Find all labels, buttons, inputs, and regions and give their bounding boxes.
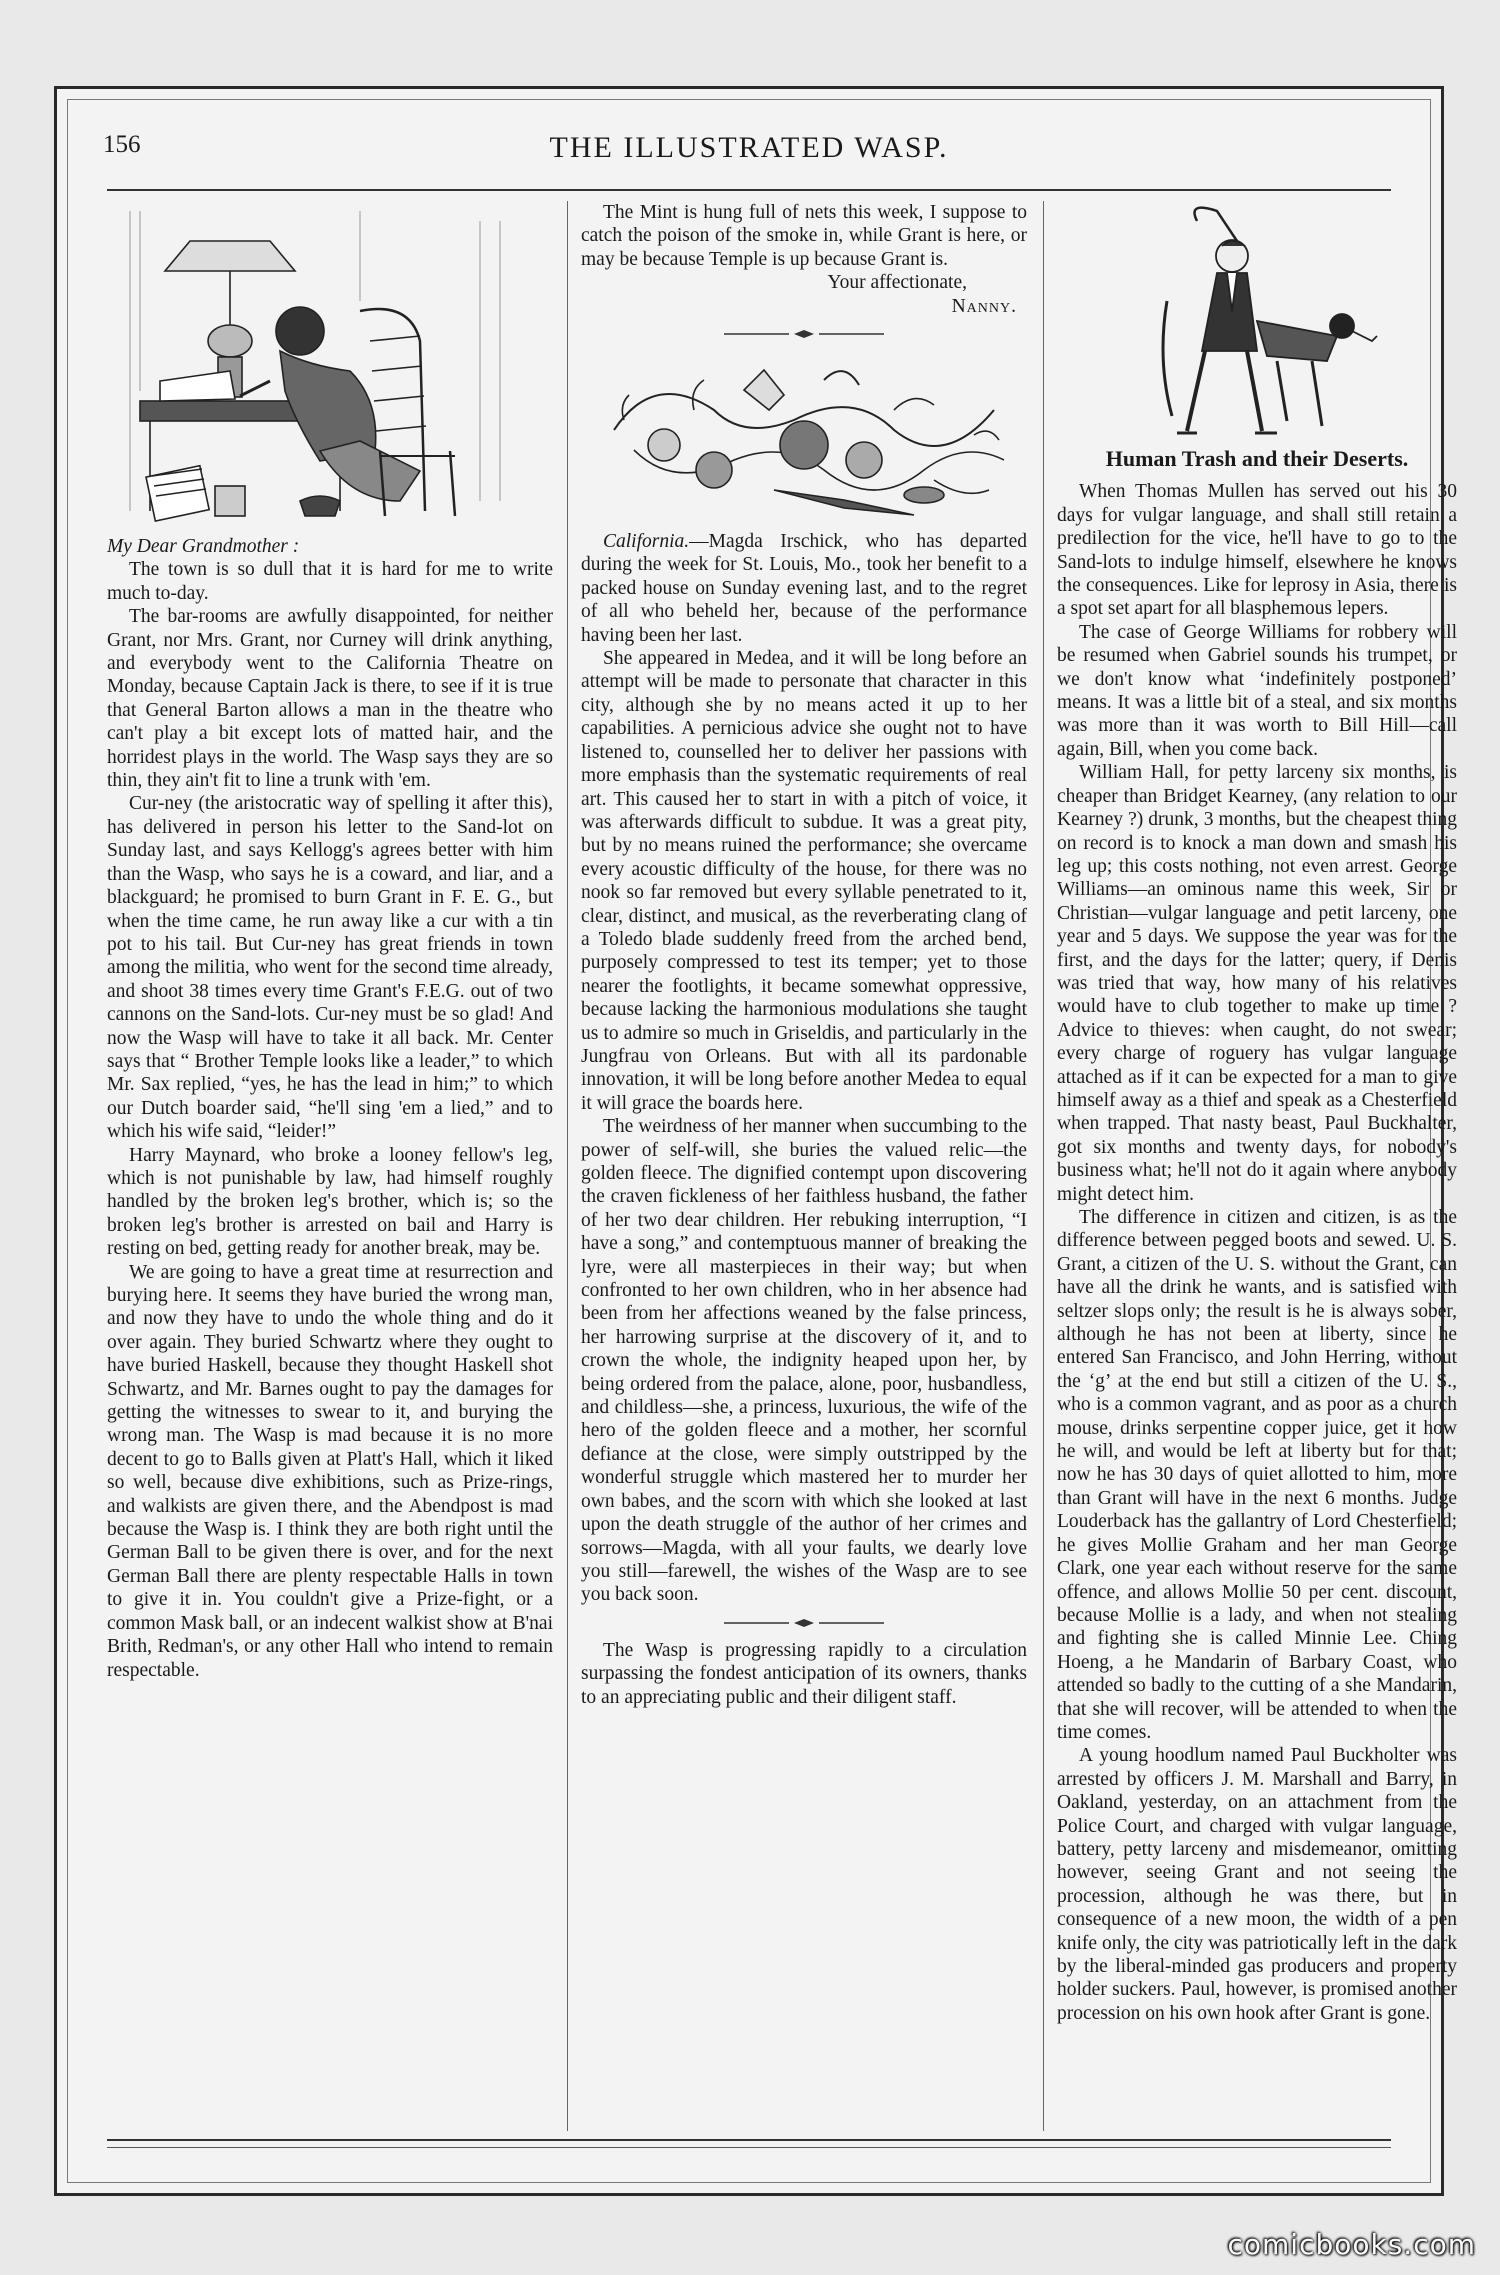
- letter-paragraph: We are going to have a great time at resurrection and burying here. It seems they have buried the wrong man, and now they have to undo the whole thing and do it over again. They buried Schwartz where they ought to have buried Haskell, because they thought Haskell shot Schwartz, and Mr. Barnes ought to pay the damages for getting the witnesses to swear to it, and burying the wrong man. The Wasp is mad because it is no more decent to go to Balls given at Platt's Hall, which it liked so well, because dive exhibitions, such as Prize-rings, and walkists are given there, and the Abendpost is mad because the Wasp is. I think they are both right until the German Ball to be given there is over, and for the next German Ball there are plenty respectable Halls in town to give it in. You couldn't give a Prize-fight, or a common Mask ball, or an indecent walkist show at B'nai Brith, Redman's, or any other Hall who intend to remain respectable.: [107, 1261, 553, 1681]
- letter-paragraph: Cur-ney (the aristocratic way of spelling it after this), has delivered in person his letter to the Sand-lot on Sunday last, and says Kellogg's agrees better with him than the Wasp, who says he is a coward, and liar, and a blackguard; he promised to burn Grant in F. E. G., but when the time came, he run away like a cur with a tin pot to his tail. But Cur-ney has great friends in town among the militia, who went for the second time already, and shoot 38 times every time Grant's F.E.G. out of two cannons on the Sand-lots. Cur-ney must be so glad! And now the Wasp will have to take it all back. Mr. Center says that “ Brother Temple looks like a leader,” to which Mr. Sax replied, “yes, he has the lead in him;” to which our Dutch boarder said, “he'll sing 'em a lied,” and to which his wife said, “leider!”: [107, 793, 553, 1143]
- column-right: [1057, 201, 1457, 2121]
- california-paragraph: She appeared in Medea, and it will be long before an attempt will be made to personate that character in this city, although she by no means acted it up to her capabilities. A pernicious advice she ought not to have listened to, counselled her to deliver her passions with more emphasis than the systematic requirements of real art. This caused her to start in with a pitch of voice, it was afterwards difficult to subdue. It was a great pity, but by no means ruined the performance; she overcame every acoustic difficulty of the house, for there was no nook so far removed but every syllable penetrated to it, clear, distinct, and musical, as the reverberating clang of a Toledo blade suddenly freed from the arched bend, purposely compressed to test its temper; yet to those nearer the footlights, it became somewhat oppressive, because lacking the harmonious modulations she taught us to admire so much in Griseldis, and particularly in the Jungfrau von Orleans. But with all its pardonable innovation, it will be long before another Medea to equal it will grace the boards here.: [581, 648, 1027, 1114]
- letter-salutation: My Dear Grandmother :: [107, 536, 300, 557]
- section-divider: [724, 328, 884, 340]
- watermark: comicbooks.com: [1227, 2228, 1476, 2261]
- header-rule: [107, 189, 1391, 191]
- california-paragraph: California.—Magda Irschick, who has departed during the week for St. Louis, Mo., took her benefit to a packed house on Sunday evening last, and to the regret of all who beheld her, because of the performance having been her last.: [581, 531, 1027, 646]
- human-trash-paragraph: William Hall, for petty larceny six months, is cheaper than Bridget Kearney, (any relation to our Kearney ?) drunk, 3 months, but the cheapest thing on record is to knock a man down and smash his leg up; this costs nothing, not even arrest. George Williams—an ominous name this week, Sir or Christian—vulgar language and petit larceny, one year and 5 days. We suppose the year was for the first, and the days for the latter; query, if Denis was tried that way, how many of his relatives would have to club together to make up time ? Advice to thieves: when caught, do not swear; every charge of roguery has vulgar language attached as if it can be expected for a man to give himself away as a thief and speak as a Chesterfield when trapped. That nasty beast, Paul Buckhalter, got six months and twenty days, for nobody's business what; he'll not do it again where anybody might detect him.: [1057, 762, 1457, 1205]
- california-lead: California.: [603, 531, 690, 553]
- column-left: [107, 201, 553, 2121]
- letter-paragraph: The town is so dull that it is hard for me to write much to-day.: [107, 559, 553, 604]
- floral-ornament-illustration: [594, 350, 1014, 530]
- california-paragraph: The weirdness of her manner when succumbing to the power of self-will, she buries the valued relic—the golden fleece. The dignified contempt upon discovering the craven fickleness of her faithless husband, the father of her two dear children. Her rebuking interruption, “I have a song,” and contemptuous manner of breaking the lyre, were all masterpieces in their way; but when confronted to her own children, who in her absence had been from her affections weaned by the false princess, her harrowing surprise at the discovery of it, and to crown the whole, the indignity heaped upon her, by being ordered from the palace, alone, poor, husbandless, and childless—she, a princess, luxurious, the wife of the hero of the golden fleece and a mother, her scornful defiance at the close, were simply outstripped by the wonderful struggle which mastered her to murder her own babes, and the scorn with which she looked at last upon the death struggle of the author of her crimes and sorrows—Magda, with all your faults, we dearly love you still—farewell, the wishes of the Wasp are to see you back soon.: [581, 1116, 1027, 1606]
- masthead-title: THE ILLUSTRATED WASP.: [549, 131, 949, 164]
- human-trash-paragraph: When Thomas Mullen has served out his 30 days for vulgar language, and shall still retain a predilection for the vice, he'll have to go to the Sand-lots to indulge himself, elsewhere he knows the consequences. Like for leprosy in Asia, there is a spot set apart for all blasphemous lepers.: [1057, 481, 1457, 620]
- footer-rule: [107, 2139, 1391, 2141]
- column-middle: [581, 201, 1027, 2121]
- human-trash-paragraph: The difference in citizen and citizen, is as the difference between pegged boots and sewed. U. S. Grant, a citizen of the U. S. without the Grant, can have all the drink he wants, and is satisfied with seltzer slops only; the result is he is always sober, although he has not been at liberty, since he entered San Francisco, and John Herring, without the ‘g’ at the end but still a citizen of the U. S., who is a common vagrant, and as poor as a church mouse, drinks serpentine copper juice, get it how he will, and would be left at liberty but for that; now he has 30 days of quiet allotted to him, more than Grant will have in the next 6 months. Judge Louderback has the gallantry of Lord Chesterfield; he gives Mollie Graham and her man George Clark, one year each without reserve for the same offence, and allows Mollie 50 per cent. discount, because Mollie is a lady, and when not stealing and fighting she is called Minnie Lee. Ching Hoeng, a he Mandarin of Barbary Coast, who attended so badly to the cutting of a she Mandarin, that she will recover, will be attended to when the time comes.: [1057, 1207, 1457, 1743]
- newspaper-page: [54, 86, 1457, 2196]
- human-trash-paragraph: The case of George Williams for robbery will be resumed when Gabriel sounds his trumpet, or we don't know what ‘indefinitely postponed’ means. It was a little bit of a steal, and six months was more than it was worth to Bill Hill—call again, Bill, when you come back.: [1057, 621, 1457, 760]
- letter-signoff: Your affectionate,: [827, 272, 967, 294]
- column-divider: [567, 201, 568, 2131]
- page-number: 156: [103, 131, 141, 158]
- human-trash-title: Human Trash and their Deserts.: [1105, 446, 1409, 471]
- footer-rule: [107, 2147, 1391, 2148]
- human-trash-paragraph: A young hoodlum named Paul Buckholter was arrested by officers J. M. Marshall and Barry, in Oakland, yesterday, on an attachment from the Police Court, and charged with vulgar language, battery, petty larceny and misdemeanor, omitting however, seeing Grant and not seeing the procession, although he was there, but in consequence of a new moon, the width of a pen knife only, the city was patriotically left in the dark by the liberal-minded gas producers and property holder suckers. Paul, however, is promised another procession on his own hook after Grant is gone.: [1057, 1745, 1457, 2024]
- wasp-circulation-note: The Wasp is progressing rapidly to a circulation surpassing the fondest anticipation of its owners, thanks to an appreciating public and their diligent staff.: [581, 1639, 1027, 1708]
- letter-paragraph: The Mint is hung full of nets this week, I suppose to catch the poison of the smoke in, while Grant is here, or may be because Temple is up because Grant is.: [581, 202, 1027, 270]
- letter-paragraph: The bar-rooms are awfully disappointed, for neither Grant, nor Mrs. Grant, nor Curney will drink anything, and everybody went to the California Theatre on Monday, because Captain Jack is there, to see if it is true that General Barton allows a man in the theatre who can't play a bit except lots of matted hair, and the horridest plays in the world. The Wasp says they are so thin, they ain't fit to line a trunk with 'em.: [107, 606, 553, 792]
- column-divider: [1043, 201, 1044, 2131]
- letter-signature: Nanny.: [951, 295, 1017, 317]
- spanking-illustration: [1127, 201, 1387, 441]
- section-divider: [724, 1617, 884, 1629]
- letter-paragraph: Harry Maynard, who broke a looney fellow's leg, which is not punishable by law, had himself roughly handled by the broken leg's brother, which is; so the broken leg's brother is arrested on bail and Harry is resting on bed, getting ready for another break, may be.: [107, 1144, 553, 1260]
- woman-writing-illustration: [120, 201, 540, 531]
